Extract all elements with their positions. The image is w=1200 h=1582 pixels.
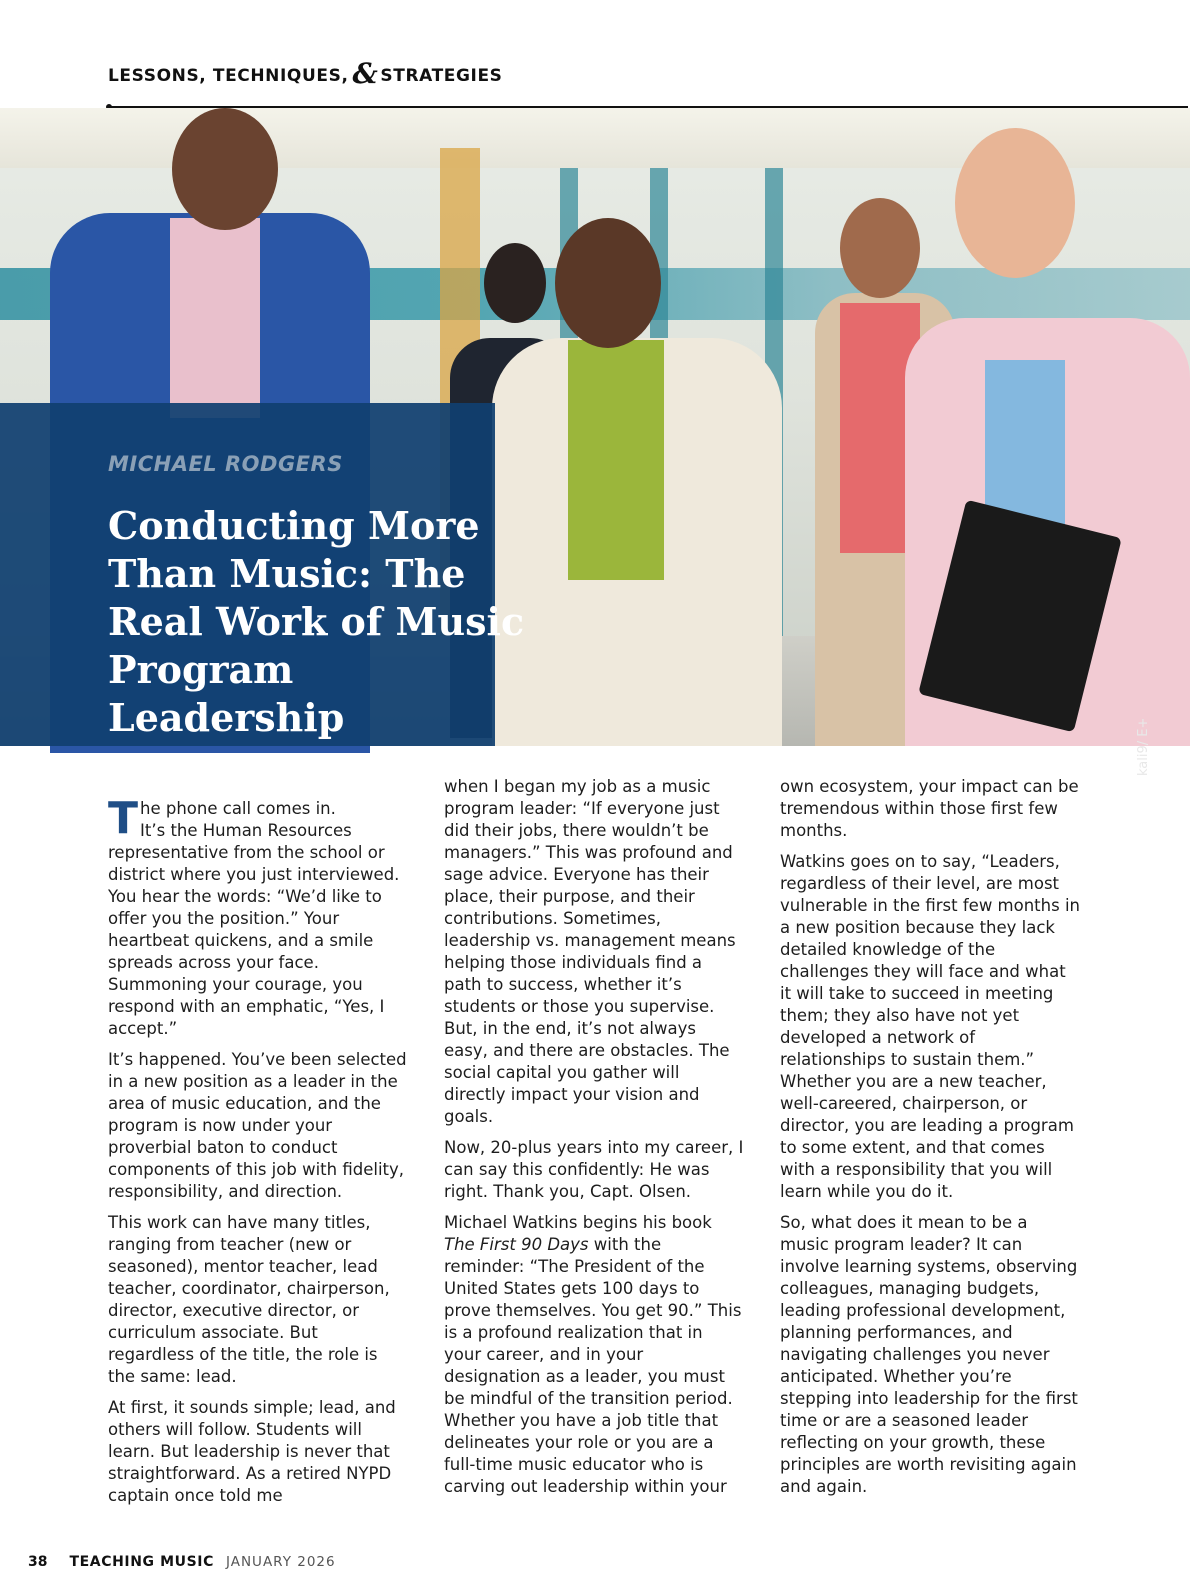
- photo-person-center-woman-shirt: [568, 340, 664, 580]
- photo-person-right-woman-head: [955, 128, 1075, 278]
- magazine-name: TEACHING MUSIC: [69, 1554, 214, 1570]
- page-footer: [28, 1554, 336, 1570]
- article-paragraph: Now, 20-plus years into my career, I can say this confidently: He was right. Thank you, Capt. Olsen.: [444, 1138, 744, 1201]
- article-paragraph: So, what does it mean to be a music program leader? It can involve learning systems, observing colleagues, managing budgets, leading professional development, planning performances, and navigating challenges you never anticipated. Whether you’re stepping into leadership for the first time or are a seasoned leader reflecting on your growth, these principles are worth revisiting again and again.: [780, 1213, 1078, 1496]
- article-column-2: [444, 776, 744, 1507]
- article-paragraph: [108, 776, 408, 1040]
- section-label-part2: STRATEGIES: [380, 66, 503, 86]
- section-header: [108, 58, 503, 94]
- article-title: Conducting More Than Music: The Real Work of Music Program Leadership: [108, 503, 525, 740]
- book-title: The First 90 Days: [444, 1235, 589, 1254]
- article-paragraph: It’s happened. You’ve been selected in a new position as a leader in the area of music education, and the program is now under your proverbial baton to conduct components of this job with fidelity, responsibility, and direction.: [108, 1050, 407, 1201]
- paragraph-text: with the reminder: “The President of the United States gets 100 days to prove themselves. You get 90.” This is a profound realization that in your career, and in your designation as a leader, you must be mindful of the transition period. Whether you have a job title that delineates your role or you are a full-time music educator who is carving out leadership within your: [444, 1235, 742, 1496]
- drop-cap: T: [108, 793, 139, 844]
- article-paragraph: This work can have many titles, ranging from teacher (new or seasoned), mentor teacher, lead teacher, coordinator, chairperson, director, executive director, or curriculum associate. But regardless of the title, the role is the same: lead.: [108, 1213, 390, 1386]
- photo-person-center-woman-head: [555, 218, 661, 348]
- paragraph-text: he phone call comes in. It’s the Human Resources representative from the school or district where you just interviewed. You hear the words: “We’d like to offer you the position.” Your heartbeat quickens, and a smile spreads across your face. Summoning your courage, you respond with an emphatic, “Yes, I accept.”: [108, 799, 400, 1038]
- article-paragraph: At first, it sounds simple; lead, and others will follow. Students will learn. But leadership is never that straightforward. As a retired NYPD captain once told me: [108, 1398, 396, 1505]
- photo-credit: kali9/ E+: [1136, 717, 1151, 776]
- photo-person-man-shirt: [170, 218, 260, 418]
- article-paragraph: [444, 1212, 744, 1498]
- photo-person-man-head: [172, 108, 278, 230]
- photo-person-bg-woman-head: [484, 243, 546, 323]
- ampersand-glyph: &: [352, 56, 379, 90]
- article-column-3: [780, 776, 1080, 1507]
- photo-person-back-woman-head: [840, 198, 920, 298]
- article-author: MICHAEL RODGERS: [108, 452, 343, 476]
- section-label-part1: LESSONS, TECHNIQUES,: [108, 66, 349, 86]
- paragraph-text: Michael Watkins begins his book: [444, 1213, 712, 1232]
- article-paragraph: Watkins goes on to say, “Leaders, regardless of their level, are most vulnerable in the first few months in a new position because they lack detailed knowledge of the challenges they will face and what it will take to succeed in meeting them; they also have not yet developed a network of relationships to sustain them.” Whether you are a new teacher, well-careered, chairperson, or director, you are leading a program to some extent, and that comes with a responsibility that you will learn while you do it.: [780, 852, 1080, 1201]
- issue-date: JANUARY 2026: [225, 1554, 336, 1570]
- page-number: 38: [28, 1554, 48, 1570]
- article-paragraph: own ecosystem, your impact can be tremendous within those first few months.: [780, 777, 1079, 840]
- article-paragraph: when I began my job as a music program leader: “If everyone just did their jobs, there wouldn’t be managers.” This was profound and sage advice. Everyone has their place, their purpose, and their contributions. Sometimes, leadership vs. management means helping those individuals find a path to success, whether it’s students or those you supervise. But, in the end, it’s not always easy, and there are obstacles. The social capital you gather will directly impact your vision and goals.: [444, 777, 736, 1126]
- article-column-1: [108, 776, 408, 1516]
